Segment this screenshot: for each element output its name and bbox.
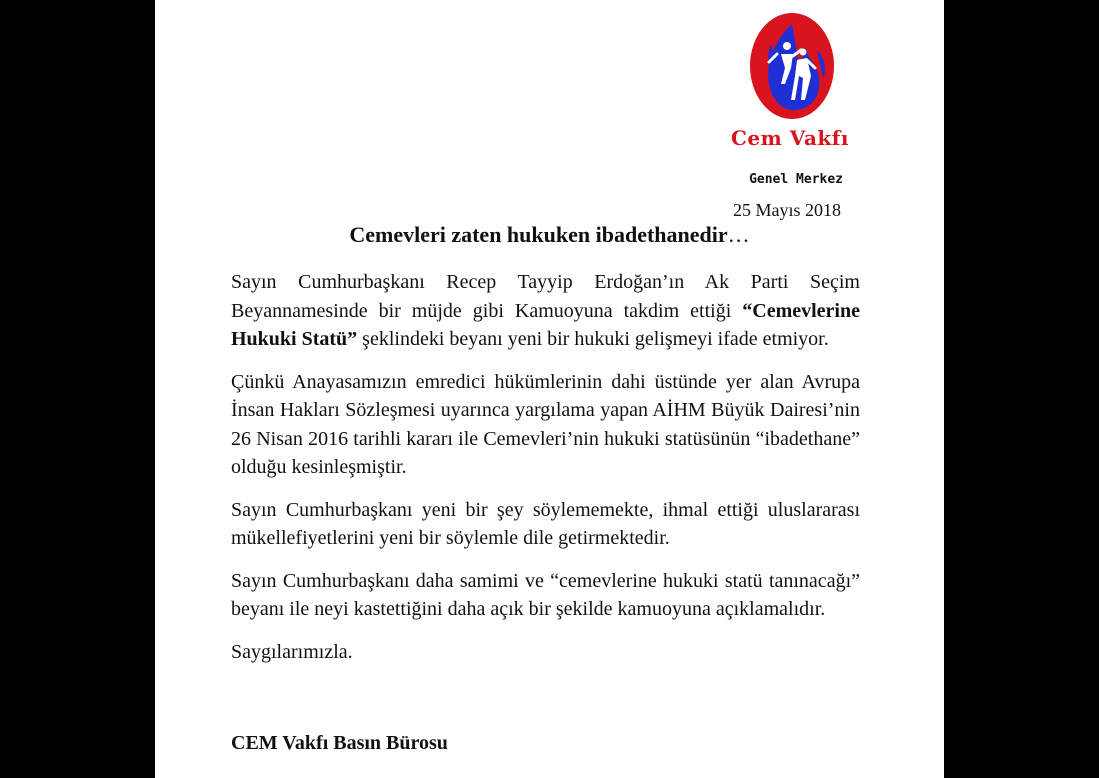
document-page: [155, 0, 944, 778]
title-text: Cemevleri zaten hukuken ibadethanedir: [349, 222, 728, 247]
paragraph-3: Sayın Cumhurbaşkanı yeni bir şey söylememekte, ihmal ettiği uluslararası mükellefiyetlerini yeni bir söylemle dile getirmektedir.: [231, 498, 860, 549]
closing-greeting: Saygılarımızla.: [231, 640, 353, 663]
office-label: Genel Merkez: [749, 172, 843, 187]
paragraph-1-text-start: Sayın Cumhurbaşkanı Recep Tayyip Erdoğan’ın Ak Parti Seçim Beyannamesinde bir müjde gibi Kamuoyuna takdim ettiği: [231, 271, 860, 322]
cem-vakfi-logo-icon: [747, 10, 837, 122]
paragraph-1-text-end: şeklindeki beyanı yeni bir hukuki gelişmeyi ifade etmiyor.: [357, 328, 829, 350]
paragraph-4: Sayın Cumhurbaşkanı daha samimi ve “cemevlerine hukuki statü tanınacağı” beyanı ile neyi kastettiğini daha açık bir şekilde kamuoyuna açıklamalıdır.: [231, 569, 860, 620]
document-title: [155, 222, 944, 248]
organization-name: Cem Vakfı: [731, 126, 849, 150]
signature: CEM Vakfı Basın Bürosu: [231, 732, 448, 754]
paragraph-2: Çünkü Anayasamızın emredici hükümlerinin dahi üstünde yer alan Avrupa İnsan Hakları Sözleşmesi uyarınca yargılama yapan AİHM Büyük Dairesi’nin 26 Nisan 2016 tarihli kararı ile Cemevleri’nin hukuki statüsünün “ibadethane” olduğu kesinleşmiştir.: [231, 370, 860, 478]
paragraph-1-bold-phrase: “Cemevlerine Hukuki Statü”: [231, 299, 860, 350]
paragraph-1: [231, 268, 860, 354]
title-ellipsis: …: [727, 222, 750, 247]
document-date: 25 Mayıs 2018: [733, 200, 841, 220]
document-body: [231, 268, 860, 680]
